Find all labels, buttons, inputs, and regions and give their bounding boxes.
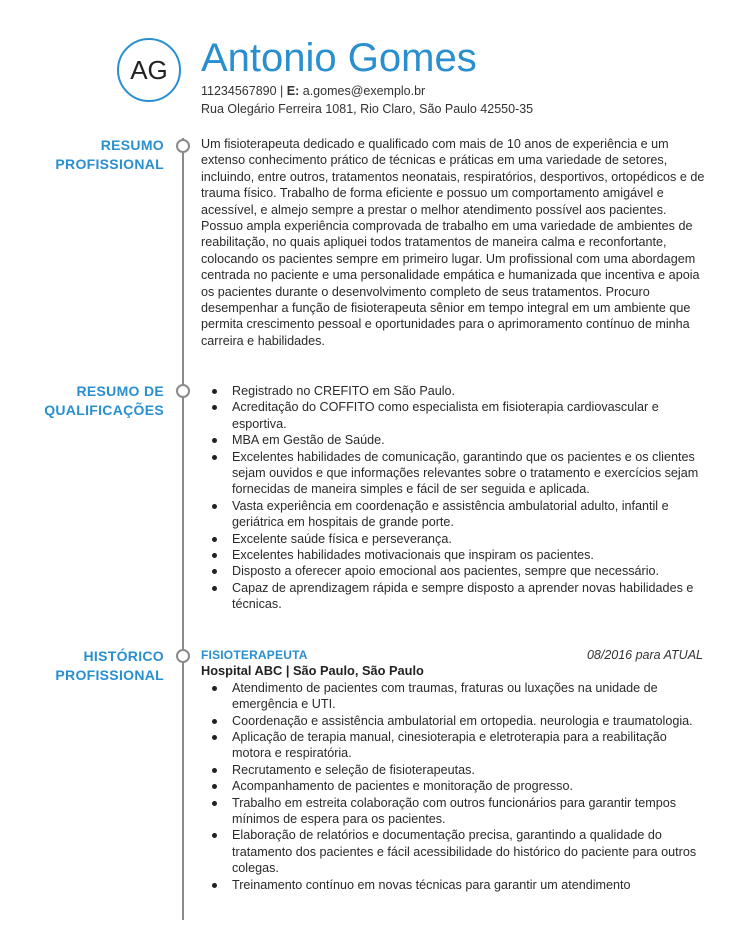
- address: Rua Olegário Ferreira 1081, Rio Claro, São Paulo 42550-35: [201, 102, 534, 116]
- list-item: Disposto a oferecer apoio emocional aos pacientes, sempre que necessário.: [201, 563, 706, 579]
- timeline-dot-summary: [176, 139, 190, 153]
- list-item: Treinamento contínuo em novas técnicas para garantir um atendimento: [201, 877, 706, 893]
- list-item: Atendimento de pacientes com traumas, fraturas ou luxações na unidade de emergência e UTI.: [201, 680, 706, 713]
- employer: Hospital ABC | São Paulo, São Paulo: [201, 663, 424, 679]
- section-title-qualifications: RESUMO DE QUALIFICAÇÕES: [44, 383, 164, 418]
- list-item: Trabalho em estreita colaboração com outros funcionários para garantir tempos mínimos de espera para os pacientes.: [201, 795, 706, 828]
- qualifications-section: [201, 383, 706, 613]
- candidate-name: Antonio Gomes: [201, 36, 477, 80]
- monogram-avatar: [117, 38, 181, 102]
- timeline-line: [182, 138, 184, 920]
- separator: |: [280, 84, 287, 98]
- job-header: [201, 647, 706, 663]
- section-title-summary: RESUMO PROFISSIONAL: [55, 137, 164, 172]
- phone: 11234567890: [201, 84, 277, 98]
- list-item: MBA em Gestão de Saúde.: [201, 432, 706, 448]
- initials: AG: [130, 54, 168, 85]
- list-item: Capaz de aprendizagem rápida e sempre disposto a aprender novas habilidades e técnicas.: [201, 580, 706, 613]
- list-item: Acompanhamento de pacientes e monitoração de progresso.: [201, 778, 706, 794]
- list-item: Excelentes habilidades motivacionais que inspiram os pacientes.: [201, 547, 706, 563]
- email: a.gomes@exemplo.br: [302, 84, 426, 98]
- summary-text: Um fisioterapeuta dedicado e qualificado com mais de 10 anos de experiência e um extenso conhecimento prático de técnicas e práticas em uma variedade de setores, incluindo, entre outros, tratamentos neonatais, respiratórios, desportivos, ortopédicos e de trauma físico. Trabalho de forma eficiente e possuo um comportamento amigável e acessível, e almejo sempre a prestar o melhor atendimento possível aos pacientes. Possuo ampla experiência comprovada de trabalho em uma variedade de ambientes de reabilitação, no quais apliquei todos tratamentos de maneira calma e reconfortante, colocando os pacientes sempre em primeiro lugar. Um profissional com uma abordagem centrada no paciente e uma personalidade empática e humanizada que incentiva e apoia os pacientes durante o desenvolvimento completo de seus tratamentos. Procuro desempenhar a função de fisioterapeuta sênior em tempo integral em um ambiente que permita crescimento pessoal e oportunidades para o aprimoramento contínuo de minha carreira e habilidades.: [201, 137, 705, 348]
- email-label: E:: [286, 84, 300, 98]
- list-item: Acreditação do COFFITO como especialista em fisioterapia cardiovascular e esportiva.: [201, 399, 706, 432]
- job-duties-list: [201, 680, 706, 893]
- job-dates: 08/2016 para ATUAL: [586, 648, 703, 662]
- qualifications-list: [201, 383, 706, 613]
- list-item: Elaboração de relatórios e documentação precisa, garantindo a qualidade do tratamento dos pacientes e fácil acessibilidade do histórico do paciente para outros colegas.: [201, 827, 706, 876]
- history-section: [201, 647, 706, 893]
- list-item: Registrado no CREFITO em São Paulo.: [201, 383, 706, 399]
- list-item: Recrutamento e seleção de fisioterapeutas.: [201, 762, 706, 778]
- timeline-dot-history: [176, 649, 190, 663]
- list-item: Aplicação de terapia manual, cinesioterapia e eletroterapia para a reabilitação motora e respiratória.: [201, 729, 706, 762]
- section-title-history: HISTÓRICO PROFISSIONAL: [55, 648, 164, 683]
- summary-section: [201, 136, 706, 349]
- contact-line: [201, 84, 425, 98]
- job-title: FISIOTERAPEUTA: [201, 648, 308, 662]
- timeline-dot-qualifications: [176, 384, 190, 398]
- list-item: Excelentes habilidades de comunicação, garantindo que os pacientes e os clientes sejam ouvidos e que informações relevantes sobre o tratamento e exercícios sejam fornecidas de maneira simples e fácil de ser seguida e aplicada.: [201, 449, 706, 498]
- list-item: Vasta experiência em coordenação e assistência ambulatorial adulto, infantil e geriátrica em hospitais de grande porte.: [201, 498, 706, 531]
- list-item: Excelente saúde física e perseverança.: [201, 531, 706, 547]
- list-item: Coordenação e assistência ambulatorial em ortopedia. neurologia e traumatologia.: [201, 713, 706, 729]
